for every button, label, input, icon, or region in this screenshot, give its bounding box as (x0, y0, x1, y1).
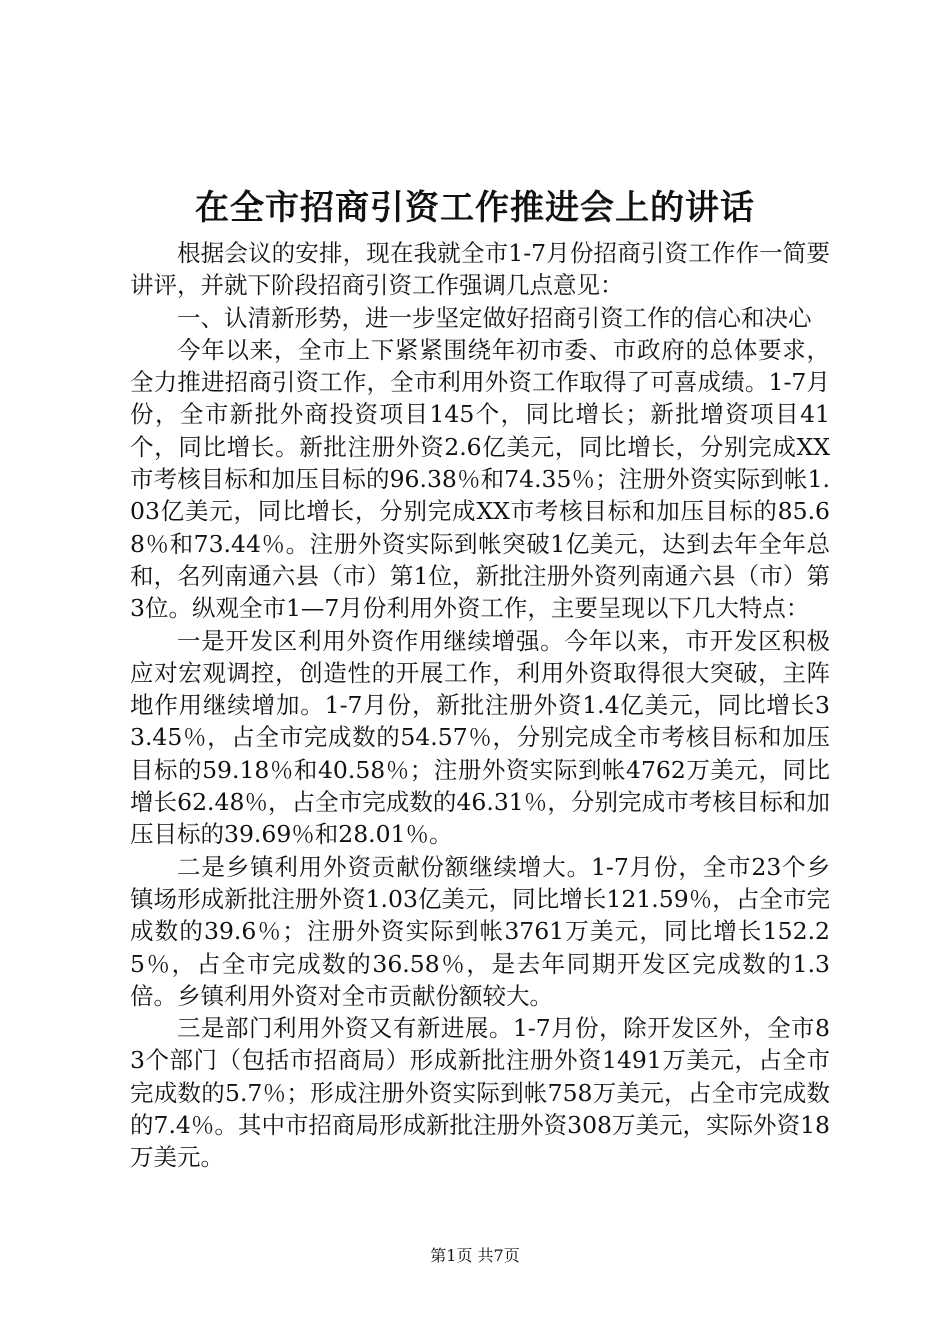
page-footer: 第1页 共7页 (430, 1246, 520, 1265)
paragraph-intro: 根据会议的安排，现在我就全市1-7月份招商引资工作作一简要讲评，并就下阶段招商引资工作强调几点意见： (130, 239, 830, 300)
document-body (130, 237, 830, 1174)
paragraph-overview: 今年以来，全市上下紧紧围绕年初市委、市政府的总体要求，全力推进招商引资工作，全市利用外资工作取得了可喜成绩。1-7月份，全市新批外商投资项目145个，同比增长；新批增资项目41个，同比增长。新批注册外资2.6亿美元，同比增长，分别完成XX市考核目标和加压目标的96.38％和74.35％；注册外资实际到帐1.03亿美元，同比增长，分别完成XX市考核目标和加压目标的85.68％和73.44％。注册外资实际到帐突破1亿美元，达到去年全年总和，名列南通六县（市）第1位，新批注册外资列南通六县（市）第3位。纵观全市1—7月份利用外资工作，主要呈现以下几大特点： (130, 335, 830, 623)
document-title: 在全市招商引资工作推进会上的讲话 (195, 188, 755, 228)
paragraph-point-one: 一是开发区利用外资作用继续增强。今年以来，市开发区积极应对宏观调控，创造性的开展工作，利用外资取得很大突破，主阵地作用继续增加。1-7月份，新批注册外资1.4亿美元，同比增长33.45％，占全市完成数的54.57％，分别完成全市考核目标和加压目标的59.18％和40.58％；注册外资实际到帐4762万美元，同比增长62.48％，占全市完成数的46.31％，分别完成市考核目标和加压目标的39.69％和28.01％。 (130, 626, 830, 849)
paragraph-point-two: 二是乡镇利用外资贡献份额继续增大。1-7月份，全市23个乡镇场形成新批注册外资1.03亿美元，同比增长121.59％，占全市完成数的39.6％；注册外资实际到帐3761万美元，同比增长152.25％，占全市完成数的36.58％，是去年同期开发区完成数的1.3倍。乡镇利用外资对全市贡献份额较大。 (130, 852, 830, 1010)
paragraph-point-three: 三是部门利用外资又有新进展。1-7月份，除开发区外，全市83个部门（包括市招商局）形成新批注册外资1491万美元，占全市完成数的5.7％；形成注册外资实际到帐758万美元，占全市完成数的7.4％。其中市招商局形成新批注册外资308万美元，实际外资18万美元。 (130, 1014, 830, 1172)
section-heading: 一、认清新形势，进一步坚定做好招商引资工作的信心和决心 (177, 303, 812, 332)
